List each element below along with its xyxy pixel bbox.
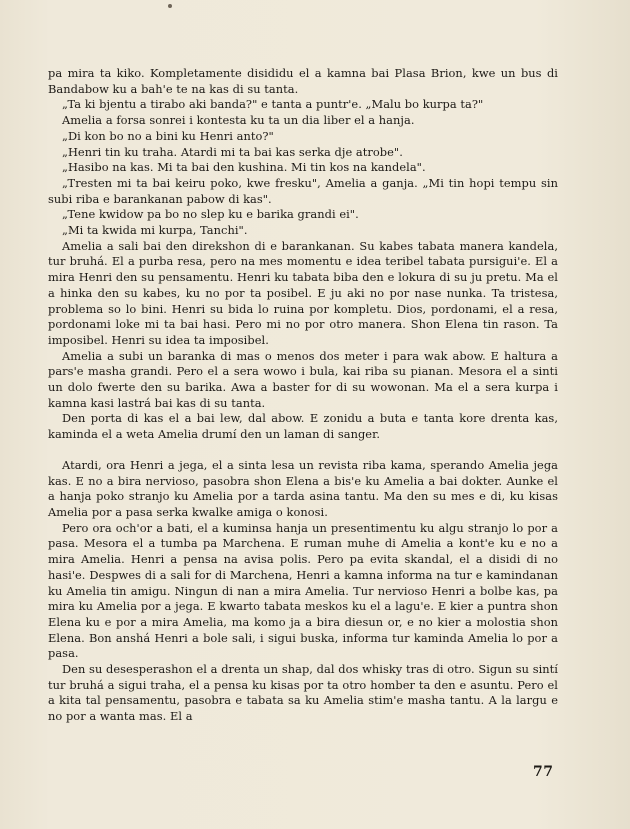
paragraph: Pero ora och'or a bati, el a kuminsa hanja un presentimentu ku algu stranjo lo por a pasa. Mesora el a tumba pa Marchena. E ruman muhe di Amelia a kont'e ku e no a mira Amelia. Henri a pensa na avisa polis. Pero pa evita skandal, el a disidi di no hasi'e. Despwes di a sali for di Marchena, Henri a kamna informa na tur e kamindanan ku Amelia tin amigu. Ningun di nan a mira Amelia. Tur nervioso Henri a bolbe kas, pa mira ku Amelia por a jega. E kwarto tabata meskos ku el a lagu'e. E kier a puntra shon Elena ku e por a mira Amelia, ma komo ja a bira diesun or, e no kier a molostia shon Elena. Bon anshá Henri a bole sali, i sigui buska, informa tur kaminda Amelia lo por a pasa.	[48, 520, 558, 661]
paragraph: Amelia a subi un baranka di mas o menos dos meter i para wak abow. E haltura a pars'e masha grandi. Pero el a sera wowo i bula, kai riba su pianan. Mesora el a sinti un dolo fwerte den su barika. Awa a baster for di su wowonan. Ma el a sera kurpa i kamna kasi lastrá bai kas di su tanta.	[48, 348, 558, 410]
paragraph: Den porta di kas el a bai lew, dal abow. E zonidu a buta e tanta kore drenta kas, kaminda el a weta Amelia drumí den un laman di sanger.	[48, 411, 558, 442]
body-text	[48, 66, 558, 725]
paragraph: „Di kon bo no a bini ku Henri anto?"	[62, 128, 274, 143]
paragraph: Amelia a forsa sonrei i kontesta ku ta un dia liber el a hanja.	[62, 113, 415, 128]
paragraph: „Hasibo na kas. Mi ta bai den kushina. Mi tin kos na kandela".	[62, 160, 426, 175]
paragraph: „Henri tin ku traha. Atardi mi ta bai kas serka dje atrobe".	[62, 144, 403, 159]
paragraph: Atardi, ora Henri a jega, el a sinta lesa un revista riba kama, sperando Amelia jega kas. E no a bira nervioso, pasobra shon Elena a bis'e ku Amelia a bai dokter. Aunke el a hanja poko stranjo ku Amelia por a tarda asina tantu. Ma den su mes e di, ku kisas Amelia por a pasa serka kwalke amiga o konosi.	[48, 457, 558, 519]
paragraph: „Mi ta kwida mi kurpa, Tanchi".	[62, 223, 248, 238]
paragraph: pa mira ta kiko. Kompletamente disididu el a kamna bai Plasa Brion, kwe un bus di Bandabow ku a bah'e te na kas di su tanta.	[48, 66, 558, 96]
paragraph: „Tresten mi ta bai keiru poko, kwe fresku", Amelia a ganja. „Mi tin hopi tempu sin subi riba e barankanan pabow di kas".	[48, 175, 558, 206]
ink-speck	[168, 4, 172, 8]
page-number: 77	[533, 764, 554, 780]
section-break	[48, 443, 558, 458]
paragraph: „Ta ki bjentu a tirabo aki banda?" e tanta a puntr'e. „Malu bo kurpa ta?"	[62, 97, 484, 112]
paragraph: Amelia a sali bai den direkshon di e barankanan. Su kabes tabata manera kandela, tur bruhá. El a purba resa, pero na mes momentu e idea teribel tabata pursigui'e. El a mira Henri den su pensamentu. Henri ku tabata biba den e lokura di su ju pretu. Ma el a hinka den su kabes, ku no por ta posibel. E ju aki no por nase nunka. Ta tristesa, problema so lo bini. Henri su bida lo ruina por kompletu. Dios, pordonami, el a resa, pordonami loke mi ta bai hasi. Pero mi no por otro manera. Shon Elena tin rason. Ta imposibel. Henri su idea ta imposibel.	[48, 238, 558, 347]
paragraph: „Tene kwidow pa bo no slep ku e barika grandi ei".	[62, 207, 359, 222]
paragraph: Den su desesperashon el a drenta un shap, dal dos whisky tras di otro. Sigun su sintí tur bruhá a sigui traha, el a pensa ku kisas por ta otro homber ta den e asuntu. Pero el a kita tal pensamentu, pasobra e tabata sa ku Amelia stim'e masha tantu. A la largu e no por a wanta mas. El a	[48, 662, 558, 724]
